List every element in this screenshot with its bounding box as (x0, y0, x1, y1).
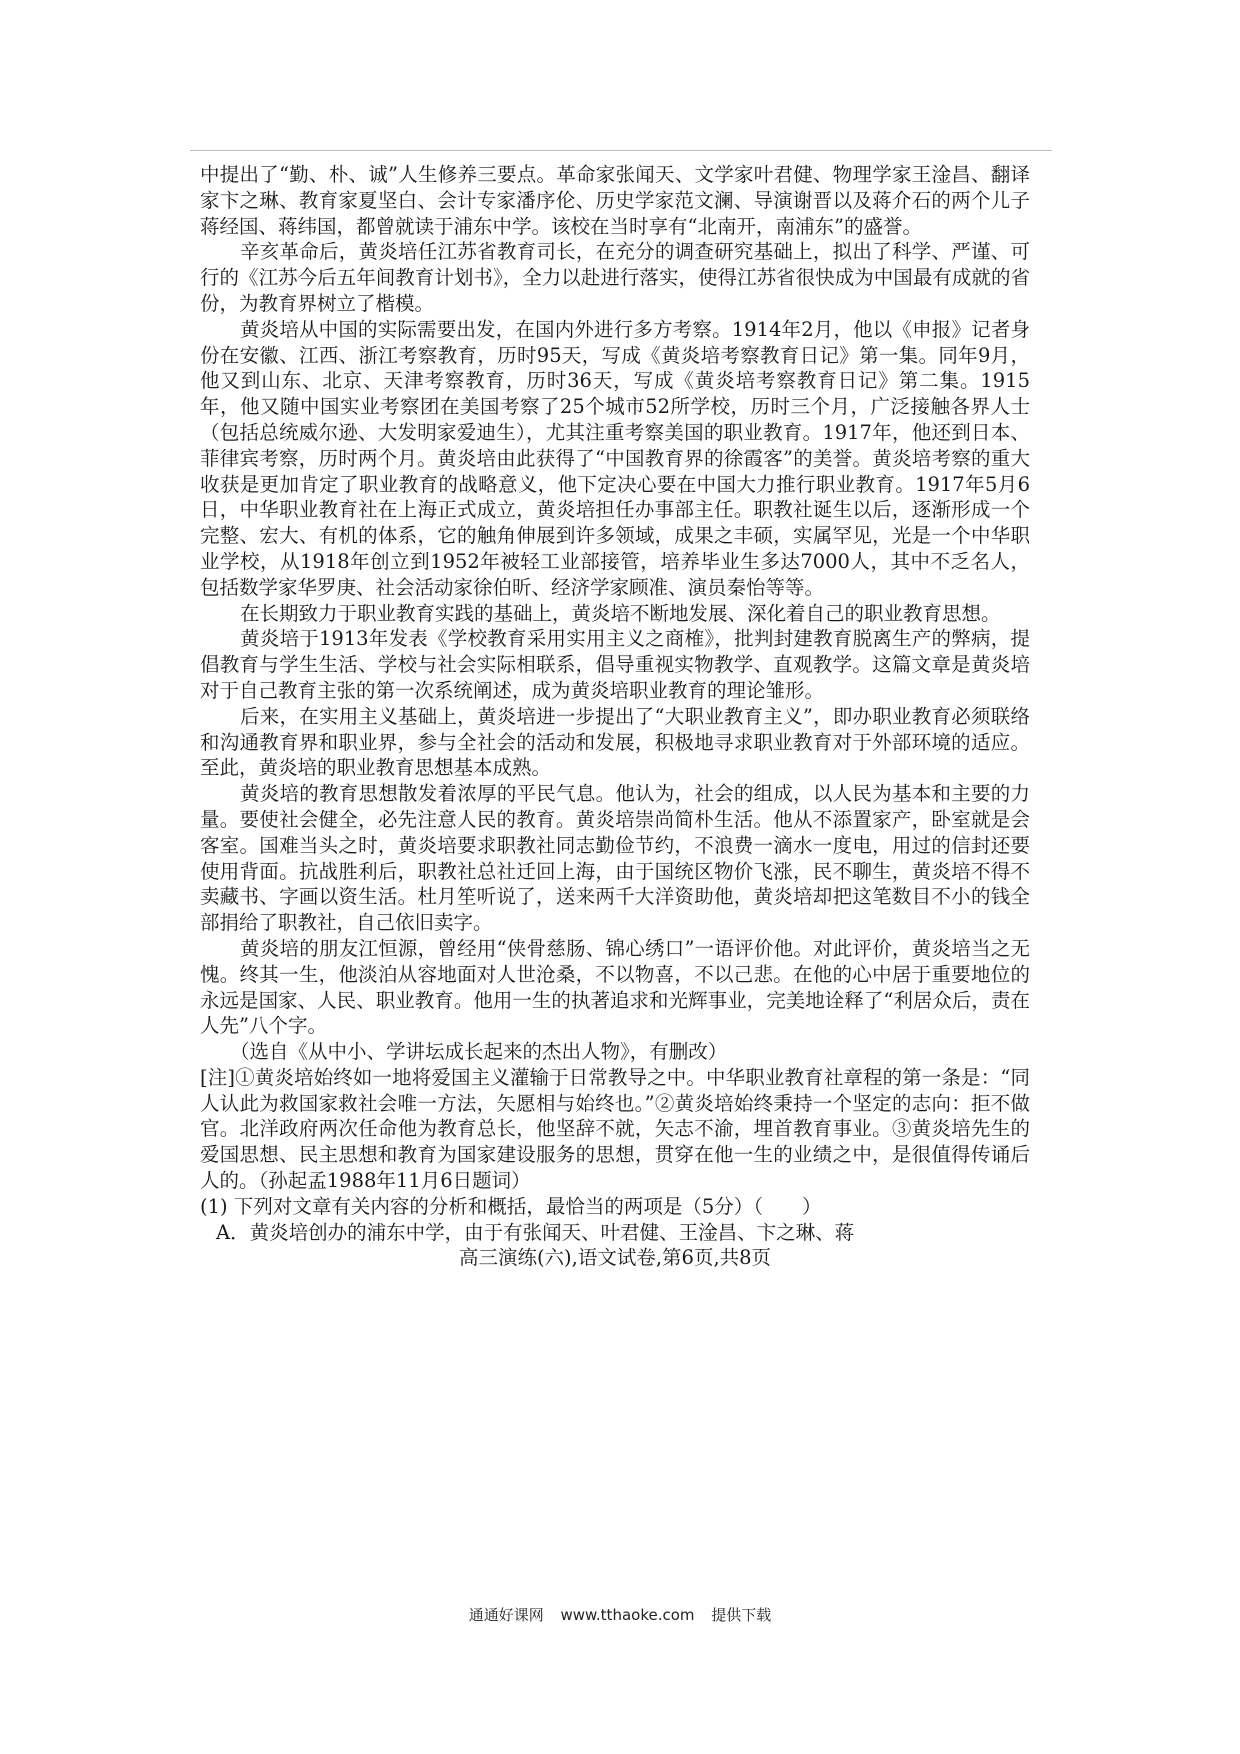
footer-download-text: 提供下载 (711, 1606, 772, 1624)
top-rule (190, 150, 1052, 151)
paragraph-5: 黄炎培于1913年发表《学校教育采用实用主义之商榷》，批判封建教育脱离生产的弊病，提倡教育与学生生活、学校与社会实际相联系，倡导重视实物教学、直观教学。这篇文章是黄炎培对于自己教育主张的第一次系统阐述，成为黄炎培职业教育的理论雏形。 (200, 627, 1030, 702)
paragraph-7: 黄炎培的教育思想散发着浓厚的平民气息。他认为，社会的组成，以人民为基本和主要的力量。要使社会健全，必先注意人民的教育。黄炎培崇尚简朴生活。他从不添置家产，卧室就是会客室。国难当头之时，黄炎培要求职教社同志勤俭节约，不浪费一滴水一度电，用过的信封还要使用背面。抗战胜利后，职教社总社迁回上海，由于国统区物价飞涨，民不聊生，黄炎培不得不卖藏书、字画以资生活。杜月笙听说了，送来两千大洋资助他，黄炎培却把这笔数目不小的钱全部捐给了职教社，自己依旧卖字。 (200, 782, 1030, 935)
paragraph-6: 后来，在实用主义基础上，黄炎培进一步提出了“大职业教育主义”，即办职业教育必须联络和沟通教育界和职业界，参与全社会的活动和发展，积极地寻求职业教育对于外部环境的适应。至此，黄炎培的职业教育思想基本成熟。 (200, 704, 1030, 780)
paragraph-4: 在长期致力于职业教育实践的基础上，黄炎培不断地发展、深化着自己的职业教育思想。 (240, 601, 1001, 625)
scanned-page (200, 162, 1030, 1271)
annotation-note: [注]①黄炎培始终如一地将爱国主义灌输于日常教导之中。中华职业教育社章程的第一条是：“同人认此为救国家救社会唯一方法，矢愿相与始终也。”②黄炎培始终秉持一个坚定的志向：拒不做官。北洋政府两次任命他为教育总长，他坚辞不就，矢志不渝，埋首教育事业。③黄炎培先生的爱国思想、民主思想和教育为国家建设服务的思想，贯穿在他一生的业绩之中，是很值得传诵后人的。（孙起孟1988年11月6日题词） (200, 1065, 1030, 1193)
footer-site-name: 通通好课网 (468, 1606, 544, 1624)
question-1: (1) 下列对文章有关内容的分析和概括，最恰当的两项是（5分）（ ） (200, 1194, 822, 1218)
paragraph-3: 黄炎培从中国的实际需要出发，在国内外进行多方考察。1914年2月，他以《申报》记者身份在安徽、江西、浙江考察教育，历时95天，写成《黄炎培考察教育日记》第一集。同年9月，他又到山东、北京、天津考察教育，历时36天，写成《黄炎培考察教育日记》第二集。1915年，他又随中国实业考察团在美国考察了25个城市52所学校，历时三个月，广泛接触各界人士（包括总统威尔逊、大发明家爱迪生），尤其注重考察美国的职业教育。1917年，他还到日本、菲律宾考察，历时两个月。黄炎培由此获得了“中国教育界的徐霞客”的美誉。黄炎培考察的重大收获是更加肯定了职业教育的战略意义，他下定决心要在中国大力推行职业教育。1917年5月6日，中华职业教育社在上海正式成立，黄炎培担任办事部主任。职教社诞生以后，逐渐形成一个完整、宏大、有机的体系，它的触角伸展到许多领域，成果之丰硕，实属罕见，光是一个中华职业学校，从1918年创立到1952年被轻工业部接管，培养毕业生多达7000人，其中不乏名人，包括数学家华罗庚、社会活动家徐伯昕、经济学家顾准、演员秦怡等等。 (200, 317, 1030, 599)
paragraph-2: 辛亥革命后，黄炎培任江苏省教育司长，在充分的调查研究基础上，拟出了科学、严谨、可行的《江苏今后五年间教育计划书》，全力以赴进行落实，使得江苏省很快成为中国最有成就的省份，为教育界树立了楷模。 (200, 240, 1030, 315)
page-number: 高三演练(六),语文试卷,第6页,共8页 (458, 1246, 772, 1270)
paragraph-1: 中提出了“勤、朴、诚”人生修养三要点。革命家张闻天、文学家叶君健、物理学家王淦昌、翻译家卞之琳、教育家夏坚白、会计专家潘序伦、历史学家范文澜、导演谢晋以及蒋介石的两个儿子蒋经国、蒋纬国，都曾就读于浦东中学。该校在当时享有“北南开，南浦东”的盛誉。 (200, 163, 1030, 238)
source-attribution: （选自《从中小、学讲坛成长起来的杰出人物》，有删改） (230, 1040, 728, 1064)
footer-site-url[interactable]: www.tthaoke.com (560, 1606, 695, 1624)
paragraph-8: 黄炎培的朋友江恒源，曾经用“侠骨慈肠、锦心绣口”一语评价他。对此评价，黄炎培当之无愧。终其一生，他淡泊从容地面对人世沧桑，不以物喜，不以己悲。在他的心中居于重要地位的永远是国家、人民、职业教育。他用一生的执著追求和光辉事业，完美地诠释了“利居众后，责在人先”八个字。 (200, 936, 1030, 1038)
option-a: A．黄炎培创办的浦东中学，由于有张闻天、叶君健、王淦昌、卞之琳、蒋 (216, 1220, 855, 1244)
footer (0, 1604, 1240, 1625)
